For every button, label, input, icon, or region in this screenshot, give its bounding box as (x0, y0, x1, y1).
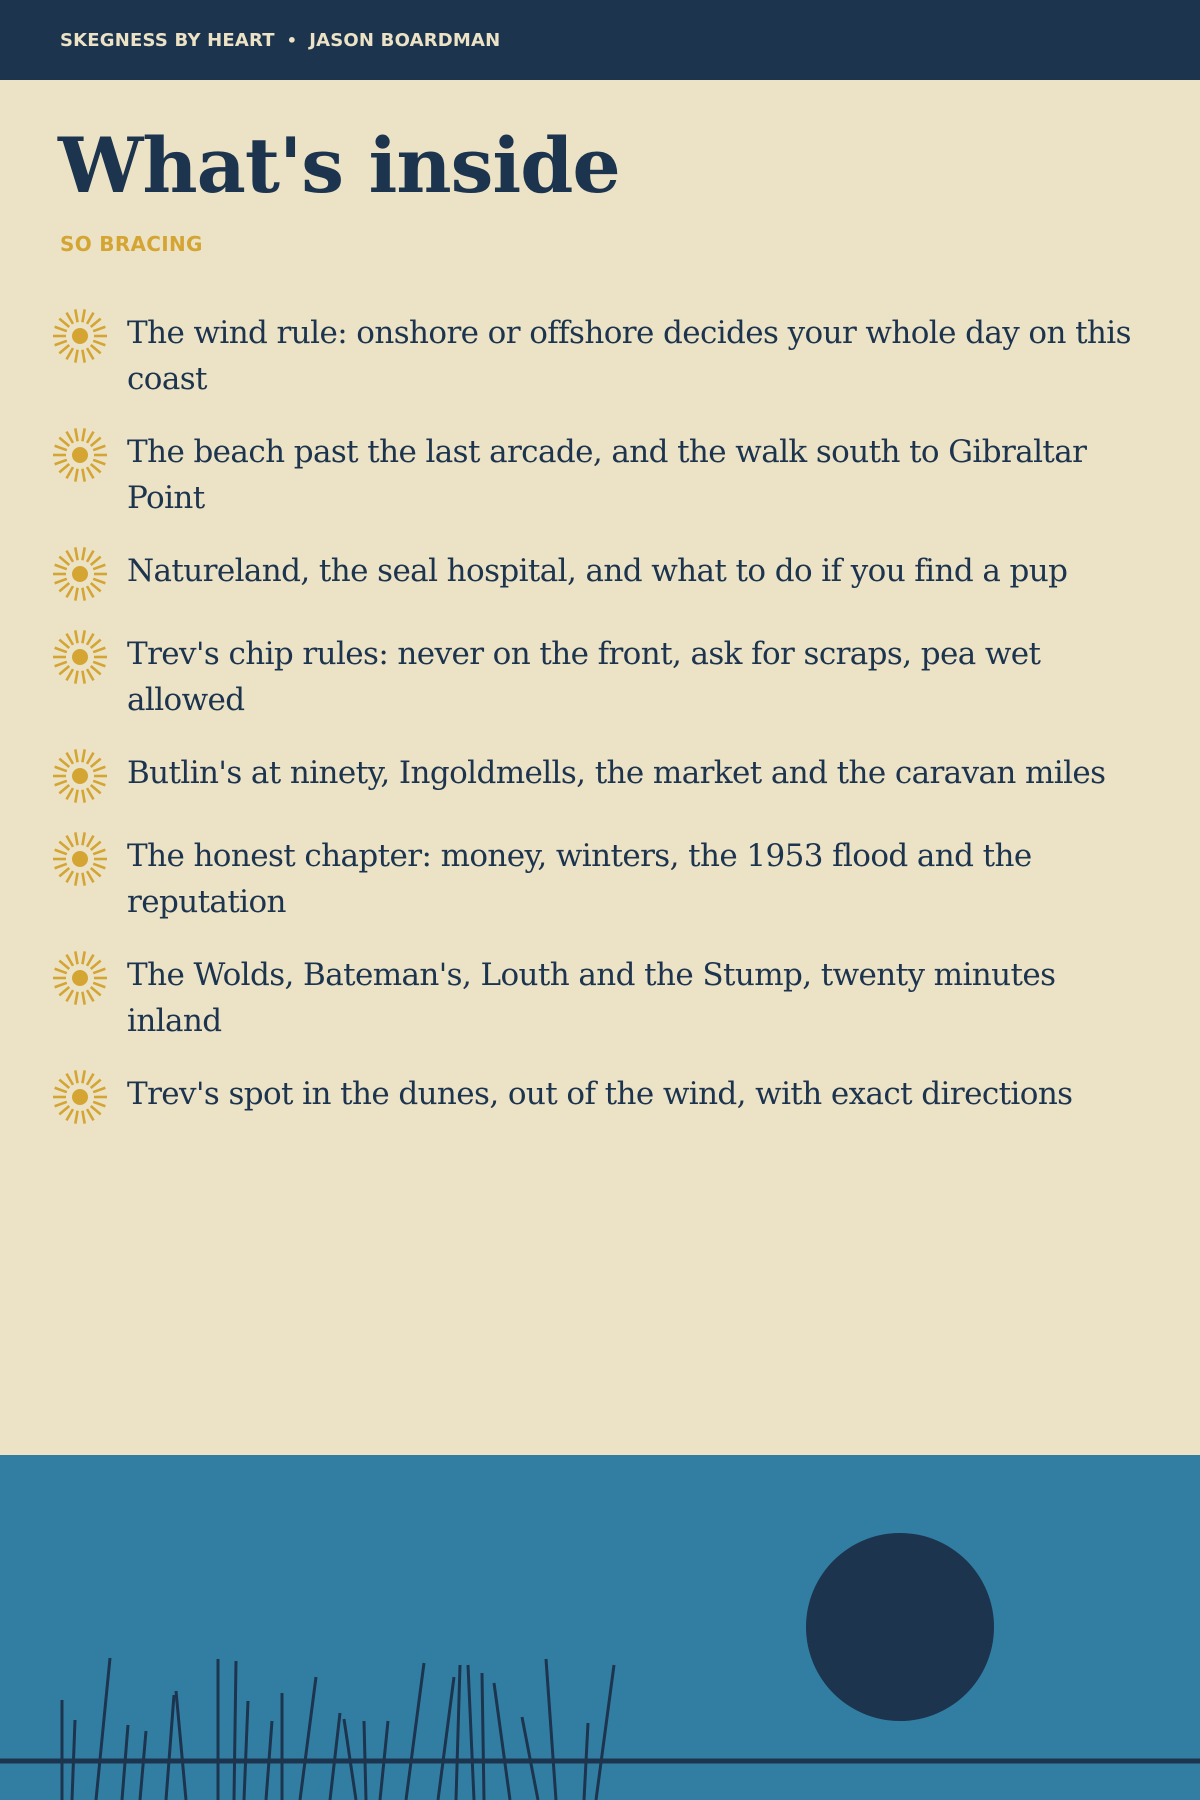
sun-icon (50, 746, 110, 806)
seascape-art (0, 1455, 1200, 1800)
list-item-text: Trev's chip rules: never on the front, ask for scraps, pea wet allowed (127, 636, 1041, 718)
sun-icon (50, 948, 110, 1008)
sun-disc (806, 1533, 994, 1721)
list-item-text: Trev's spot in the dunes, out of the wind, with exact directions (127, 1076, 1073, 1112)
book-title: SKEGNESS BY HEART (60, 29, 275, 51)
list-item-text: The Wolds, Bateman's, Louth and the Stump, twenty minutes inland (127, 957, 1056, 1039)
list-item (50, 310, 1160, 402)
sun-icon (50, 829, 110, 889)
sea-illustration (0, 1455, 1200, 1800)
list-item (50, 833, 1160, 925)
list-item (50, 1071, 1160, 1127)
list-item (50, 429, 1160, 521)
list-item (50, 750, 1160, 806)
dune-grass (62, 1658, 614, 1800)
contents-list (50, 310, 1160, 1154)
list-item-text: The beach past the last arcade, and the walk south to Gibraltar Point (127, 434, 1087, 516)
header-bar (0, 0, 1200, 80)
list-item-text: Natureland, the seal hospital, and what to do if you find a pup (127, 553, 1068, 589)
page-title: What's inside (58, 121, 620, 210)
sun-icon (50, 425, 110, 485)
list-item-text: The honest chapter: money, winters, the 1953 flood and the reputation (127, 838, 1032, 920)
sun-icon (50, 1067, 110, 1127)
author-name: JASON BOARDMAN (309, 29, 501, 51)
sun-icon (50, 306, 110, 366)
list-item (50, 631, 1160, 723)
sun-icon (50, 544, 110, 604)
list-item-text: Butlin's at ninety, Ingoldmells, the market and the caravan miles (127, 755, 1106, 791)
header-separator: • (286, 30, 298, 50)
page-subtitle: SO BRACING (60, 232, 203, 256)
list-item (50, 548, 1160, 604)
list-item-text: The wind rule: onshore or offshore decides your whole day on this coast (127, 315, 1131, 397)
list-item (50, 952, 1160, 1044)
running-head (60, 30, 500, 51)
sun-icon (50, 627, 110, 687)
